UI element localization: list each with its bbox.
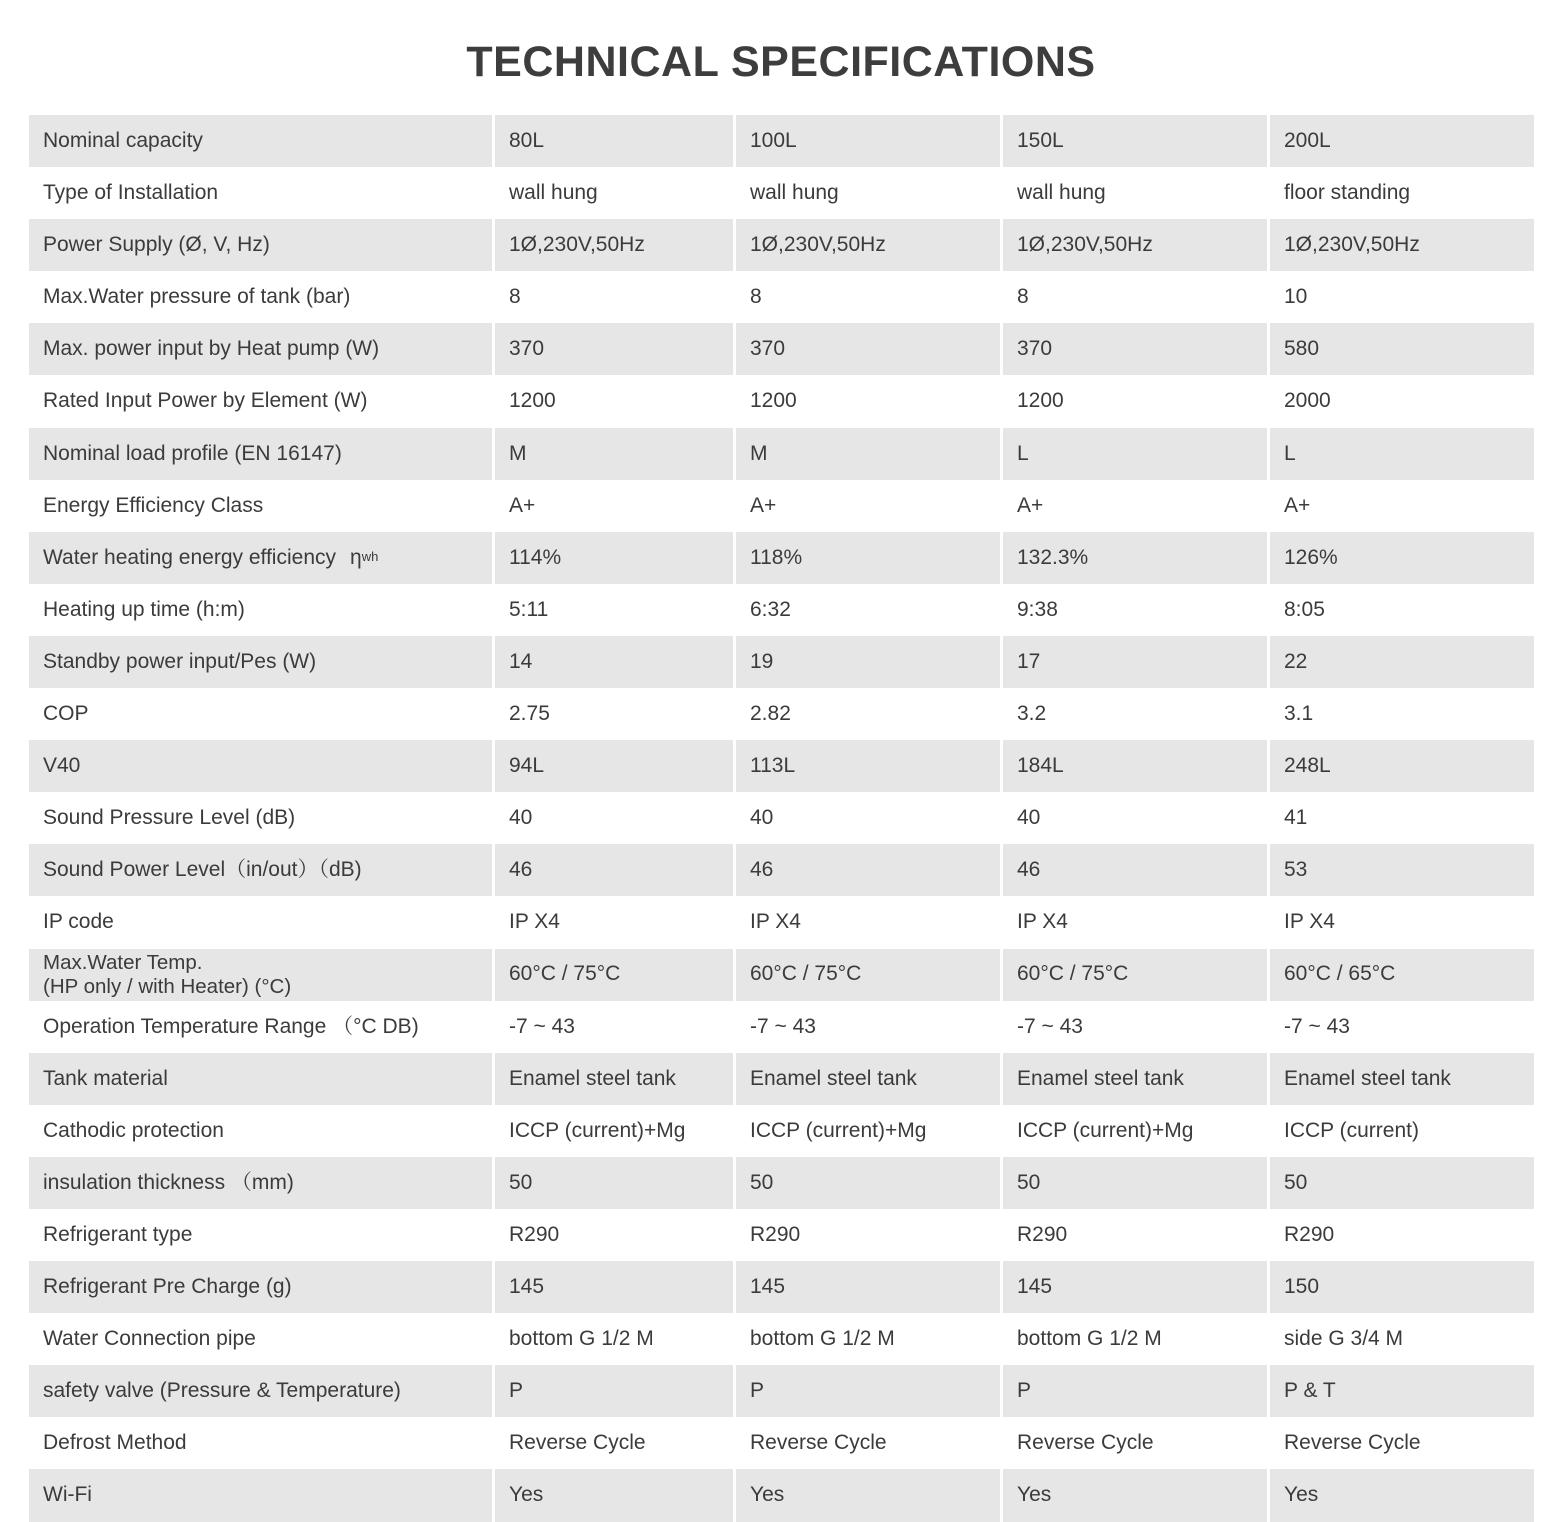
row-label-line1: Max.Water Temp. [43, 950, 203, 974]
value-80l: 8 [492, 271, 733, 323]
row-label: Sound Pressure Level (dB) [29, 792, 492, 844]
value-80l: ICCP (current)+Mg [492, 1105, 733, 1157]
row-label [29, 949, 492, 1001]
row-label: Type of Installation [29, 167, 492, 219]
value-80l: 94L [492, 740, 733, 792]
value-200l: 53 [1267, 844, 1534, 896]
value-200l: -7 ~ 43 [1267, 1001, 1534, 1053]
value-150l: 1Ø,230V,50Hz [1000, 219, 1267, 271]
value-150l: 40 [1000, 792, 1267, 844]
value-100l: 370 [733, 323, 1000, 375]
table-row [29, 584, 1534, 636]
value-80l: 46 [492, 844, 733, 896]
row-label: Refrigerant Pre Charge (g) [29, 1261, 492, 1313]
value-80l: P [492, 1365, 733, 1417]
value-80l: 1Ø,230V,50Hz [492, 219, 733, 271]
value-150l: 60°C / 75°C [1000, 949, 1267, 1001]
value-100l: 60°C / 75°C [733, 949, 1000, 1001]
table-row [29, 271, 1534, 323]
row-label: Max. power input by Heat pump (W) [29, 323, 492, 375]
value-100l: 19 [733, 636, 1000, 688]
row-label: Energy Efficiency Class [29, 480, 492, 532]
value-150l: R290 [1000, 1209, 1267, 1261]
value-100l: 40 [733, 792, 1000, 844]
value-100l: 113L [733, 740, 1000, 792]
table-row [29, 115, 1534, 167]
value-100l: wall hung [733, 167, 1000, 219]
value-100l: 145 [733, 1261, 1000, 1313]
value-150l: Yes [1000, 1469, 1267, 1521]
row-label: Refrigerant type [29, 1209, 492, 1261]
value-200l: 2000 [1267, 375, 1534, 427]
row-label: Defrost Method [29, 1417, 492, 1469]
row-label: Sound Power Level（in/out）（dB) [29, 844, 492, 896]
table-row [29, 1365, 1534, 1417]
row-label: Nominal load profile (EN 16147) [29, 428, 492, 480]
value-80l: Reverse Cycle [492, 1417, 733, 1469]
value-200l: 60°C / 65°C [1267, 949, 1534, 1001]
value-100l: 6:32 [733, 584, 1000, 636]
table-row [29, 428, 1534, 480]
table-row [29, 1001, 1534, 1053]
row-label: Rated Input Power by Element (W) [29, 375, 492, 427]
value-200l: 41 [1267, 792, 1534, 844]
value-150l: 50 [1000, 1157, 1267, 1209]
value-100l: 50 [733, 1157, 1000, 1209]
value-100l: 8 [733, 271, 1000, 323]
value-100l: Yes [733, 1469, 1000, 1521]
table-row [29, 896, 1534, 948]
value-80l: 14 [492, 636, 733, 688]
table-row [29, 740, 1534, 792]
table-row [29, 1417, 1534, 1469]
value-100l: Enamel steel tank [733, 1053, 1000, 1105]
value-150l: 184L [1000, 740, 1267, 792]
value-80l: IP X4 [492, 896, 733, 948]
table-row [29, 949, 1534, 1001]
value-200l: floor standing [1267, 167, 1534, 219]
value-80l: M [492, 428, 733, 480]
value-200l: A+ [1267, 480, 1534, 532]
row-label: V40 [29, 740, 492, 792]
value-200l: side G 3/4 M [1267, 1313, 1534, 1365]
value-200l: Enamel steel tank [1267, 1053, 1534, 1105]
table-row [29, 532, 1534, 584]
table-row [29, 1105, 1534, 1157]
page-title: TECHNICAL SPECIFICATIONS [466, 38, 1096, 86]
value-150l: ICCP (current)+Mg [1000, 1105, 1267, 1157]
table-row [29, 375, 1534, 427]
value-200l: 150 [1267, 1261, 1534, 1313]
value-100l: P [733, 1365, 1000, 1417]
table-row [29, 792, 1534, 844]
value-100l: 2.82 [733, 688, 1000, 740]
value-80l: 2.75 [492, 688, 733, 740]
row-label-line2: (HP only / with Heater) (°C) [43, 974, 292, 998]
value-80l: Enamel steel tank [492, 1053, 733, 1105]
value-200l: 200L [1267, 115, 1534, 167]
table-row [29, 167, 1534, 219]
value-150l: 370 [1000, 323, 1267, 375]
table-row [29, 1053, 1534, 1105]
value-150l: A+ [1000, 480, 1267, 532]
value-100l: ICCP (current)+Mg [733, 1105, 1000, 1157]
table-row [29, 1469, 1534, 1521]
row-label: Cathodic protection [29, 1105, 492, 1157]
value-150l: Enamel steel tank [1000, 1053, 1267, 1105]
table-row [29, 1157, 1534, 1209]
row-label: Wi-Fi [29, 1469, 492, 1521]
value-80l: A+ [492, 480, 733, 532]
value-80l: R290 [492, 1209, 733, 1261]
value-100l: 118% [733, 532, 1000, 584]
value-100l: 1Ø,230V,50Hz [733, 219, 1000, 271]
value-100l: A+ [733, 480, 1000, 532]
value-80l: 114% [492, 532, 733, 584]
row-label: Power Supply (Ø, V, Hz) [29, 219, 492, 271]
value-150l: L [1000, 428, 1267, 480]
value-100l: R290 [733, 1209, 1000, 1261]
value-200l: 126% [1267, 532, 1534, 584]
value-150l: bottom G 1/2 M [1000, 1313, 1267, 1365]
value-100l: M [733, 428, 1000, 480]
value-150l: 150L [1000, 115, 1267, 167]
value-200l: 1Ø,230V,50Hz [1267, 219, 1534, 271]
value-150l: -7 ~ 43 [1000, 1001, 1267, 1053]
row-label: Operation Temperature Range （°C DB) [29, 1001, 492, 1053]
value-150l: 3.2 [1000, 688, 1267, 740]
value-100l: 1200 [733, 375, 1000, 427]
row-label: safety valve (Pressure & Temperature) [29, 1365, 492, 1417]
row-label [29, 532, 492, 584]
value-200l: ICCP (current) [1267, 1105, 1534, 1157]
value-200l: L [1267, 428, 1534, 480]
value-80l: 50 [492, 1157, 733, 1209]
value-100l: Reverse Cycle [733, 1417, 1000, 1469]
value-80l: Yes [492, 1469, 733, 1521]
value-150l: 145 [1000, 1261, 1267, 1313]
value-80l: -7 ~ 43 [492, 1001, 733, 1053]
value-80l: bottom G 1/2 M [492, 1313, 733, 1365]
value-150l: 17 [1000, 636, 1267, 688]
value-80l: 370 [492, 323, 733, 375]
value-100l: 100L [733, 115, 1000, 167]
row-label-text: Water heating energy efficiency [43, 545, 336, 569]
table-row [29, 219, 1534, 271]
value-150l: 1200 [1000, 375, 1267, 427]
row-label: COP [29, 688, 492, 740]
value-200l: 580 [1267, 323, 1534, 375]
value-200l: Yes [1267, 1469, 1534, 1521]
value-100l: -7 ~ 43 [733, 1001, 1000, 1053]
table-row [29, 1209, 1534, 1261]
table-row [29, 1313, 1534, 1365]
value-80l: 1200 [492, 375, 733, 427]
table-row [29, 636, 1534, 688]
value-200l: 8:05 [1267, 584, 1534, 636]
value-80l: wall hung [492, 167, 733, 219]
value-150l: wall hung [1000, 167, 1267, 219]
value-200l: R290 [1267, 1209, 1534, 1261]
table-row [29, 688, 1534, 740]
value-150l: Reverse Cycle [1000, 1417, 1267, 1469]
value-150l: 9:38 [1000, 584, 1267, 636]
eta-subscript: wh [361, 549, 379, 565]
value-150l: P [1000, 1365, 1267, 1417]
value-200l: 50 [1267, 1157, 1534, 1209]
value-80l: 60°C / 75°C [492, 949, 733, 1001]
row-label: Max.Water pressure of tank (bar) [29, 271, 492, 323]
value-80l: 145 [492, 1261, 733, 1313]
row-label: Nominal capacity [29, 115, 492, 167]
value-150l: 8 [1000, 271, 1267, 323]
value-100l: bottom G 1/2 M [733, 1313, 1000, 1365]
eta-symbol: η [350, 545, 362, 569]
value-150l: 132.3% [1000, 532, 1267, 584]
row-label: Water Connection pipe [29, 1313, 492, 1365]
value-150l: 46 [1000, 844, 1267, 896]
table-row [29, 1261, 1534, 1313]
value-200l: P & T [1267, 1365, 1534, 1417]
value-100l: IP X4 [733, 896, 1000, 948]
table-row [29, 323, 1534, 375]
value-80l: 5:11 [492, 584, 733, 636]
row-label: Standby power input/Pes (W) [29, 636, 492, 688]
table-row [29, 480, 1534, 532]
row-label: IP code [29, 896, 492, 948]
value-200l: 248L [1267, 740, 1534, 792]
table-row [29, 844, 1534, 896]
row-label: insulation thickness （mm) [29, 1157, 492, 1209]
value-200l: IP X4 [1267, 896, 1534, 948]
row-label: Heating up time (h:m) [29, 584, 492, 636]
value-150l: IP X4 [1000, 896, 1267, 948]
value-200l: 22 [1267, 636, 1534, 688]
value-200l: Reverse Cycle [1267, 1417, 1534, 1469]
value-200l: 3.1 [1267, 688, 1534, 740]
value-100l: 46 [733, 844, 1000, 896]
value-200l: 10 [1267, 271, 1534, 323]
row-label: Tank material [29, 1053, 492, 1105]
value-80l: 40 [492, 792, 733, 844]
value-80l: 80L [492, 115, 733, 167]
spec-table [29, 115, 1534, 1522]
